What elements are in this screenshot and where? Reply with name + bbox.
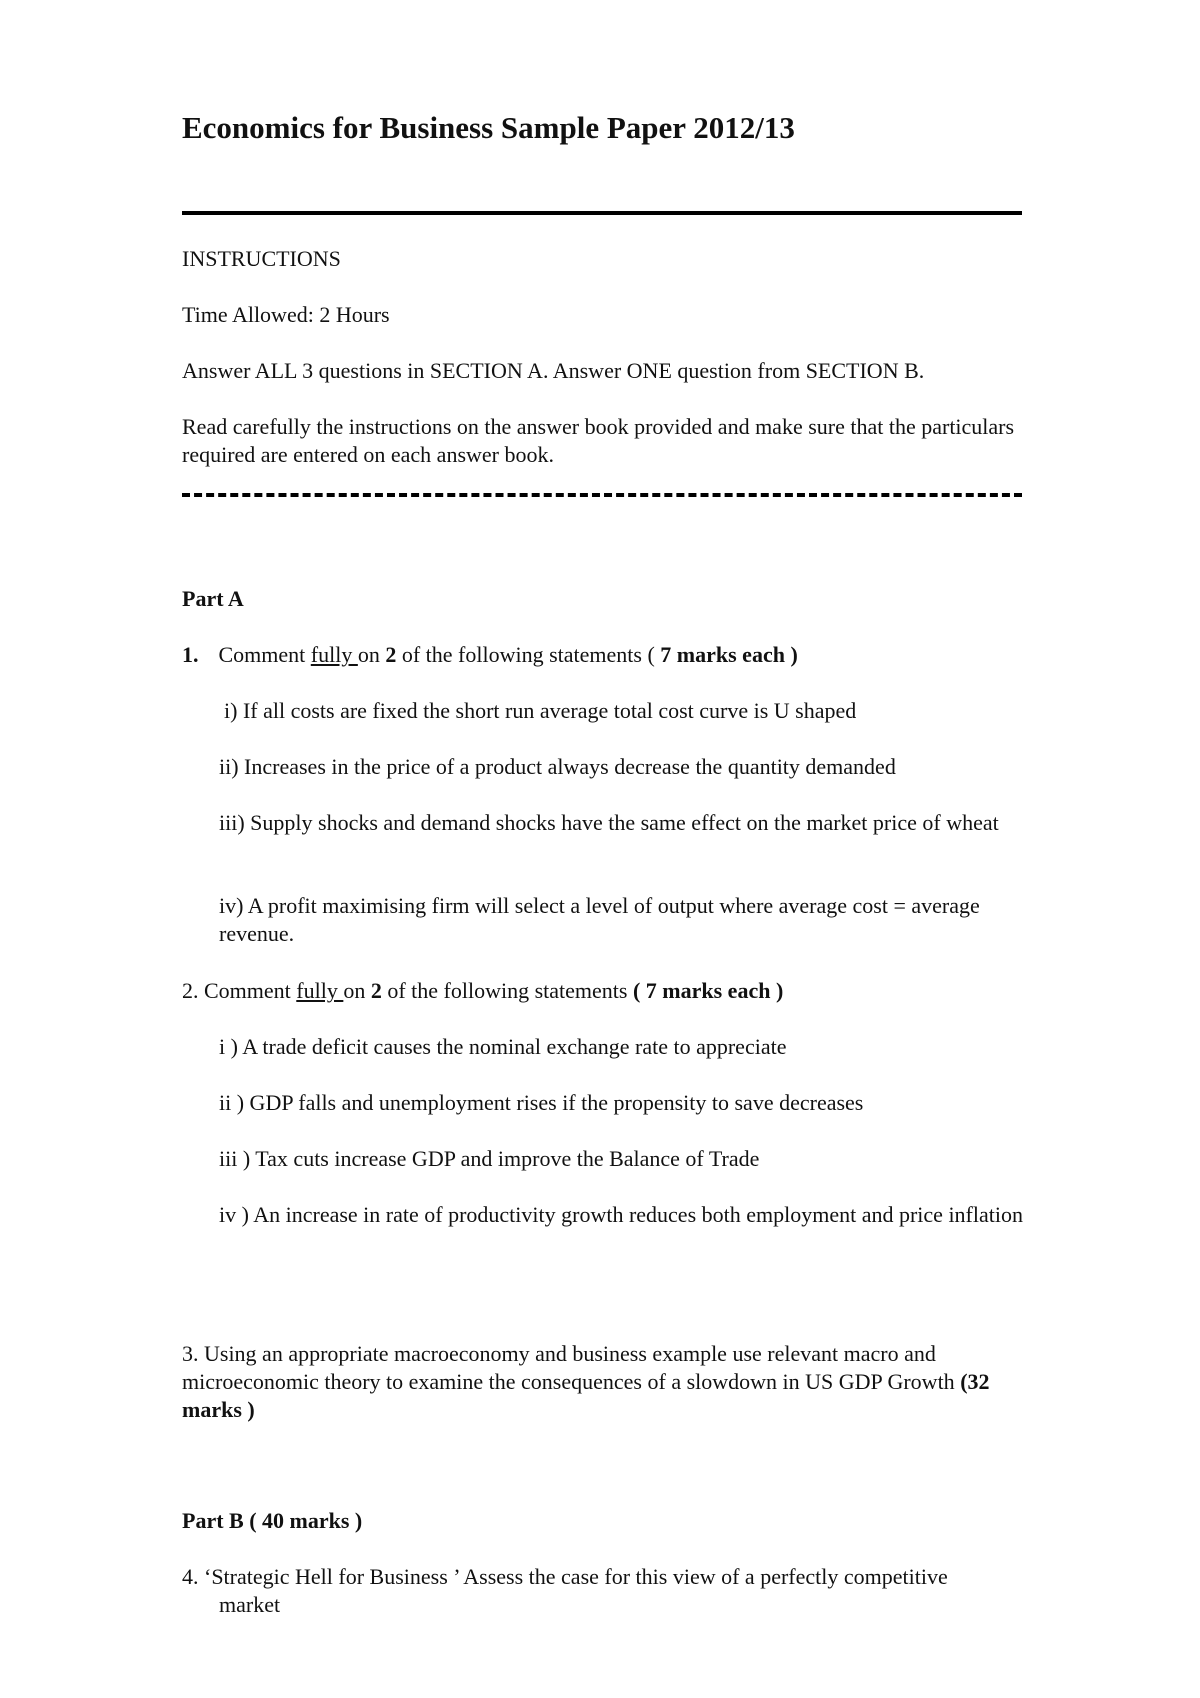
question-2-count: 2 — [370, 978, 382, 1003]
question-2-marks: ( 7 marks each ) — [632, 978, 784, 1003]
question-1-fully: fully — [310, 642, 358, 667]
q2-item-i: i ) A trade deficit causes the nominal exchange rate to appreciate — [219, 1034, 787, 1059]
question-3 — [182, 1340, 1032, 1424]
question-1-count: 2 — [385, 642, 397, 667]
part-a-heading: Part A — [182, 586, 244, 611]
question-2-tail: of the following statements — [381, 978, 633, 1003]
instructions-divider — [182, 493, 1022, 497]
q2-item-iii: iii ) Tax cuts increase GDP and improve the Balance of Trade — [219, 1146, 760, 1171]
page-title: Economics for Business Sample Paper 2012/13 — [182, 110, 795, 145]
question-2-on: on — [343, 978, 371, 1003]
header-divider — [182, 211, 1022, 215]
q1-item-ii: ii) Increases in the price of a product always decrease the quantity demanded — [219, 754, 896, 779]
question-3-text: 3. Using an appropriate macroeconomy and business example use relevant macro and microeconomic theory to examine the consequences of a slowdown in US GDP Growth — [182, 1341, 961, 1394]
question-2-fully: fully — [296, 978, 344, 1003]
read-note: Read carefully the instructions on the answer book provided and make sure that the particulars required are entered on each answer book. — [182, 414, 1015, 467]
answer-rule: Answer ALL 3 questions in SECTION A. Answer ONE question from SECTION B. — [182, 358, 925, 383]
q1-item-iii: iii) Supply shocks and demand shocks have the same effect on the market price of wheat — [219, 810, 999, 835]
question-2-prompt — [182, 977, 783, 1005]
question-2-lead: 2. Comment — [182, 978, 297, 1003]
q1-item-i: i) If all costs are fixed the short run average total cost curve is U shaped — [224, 698, 857, 723]
q1-item-iv: iv) A profit maximising firm will select a level of output where average cost = average revenue. — [219, 893, 980, 946]
question-1-prompt — [182, 641, 798, 669]
question-3-marks: (32 marks ) — [182, 1369, 990, 1422]
question-1-on: on — [357, 642, 386, 667]
question-4: 4. ‘Strategic Hell for Business ’ Assess the case for this view of a perfectly competitive market — [182, 1564, 948, 1617]
question-1-marks: 7 marks each ) — [660, 642, 798, 667]
question-1-number: 1. — [182, 642, 199, 667]
instructions-heading: INSTRUCTIONS — [182, 246, 341, 271]
q2-item-iv: iv ) An increase in rate of productivity growth reduces both employment and price inflation — [219, 1202, 1023, 1227]
question-1-lead: Comment — [218, 642, 311, 667]
q2-item-ii: ii ) GDP falls and unemployment rises if the propensity to save decreases — [219, 1090, 864, 1115]
question-1-tail: of the following statements ( — [396, 642, 661, 667]
part-b-heading: Part B ( 40 marks ) — [182, 1508, 363, 1533]
time-allowed: Time Allowed: 2 Hours — [182, 302, 390, 327]
